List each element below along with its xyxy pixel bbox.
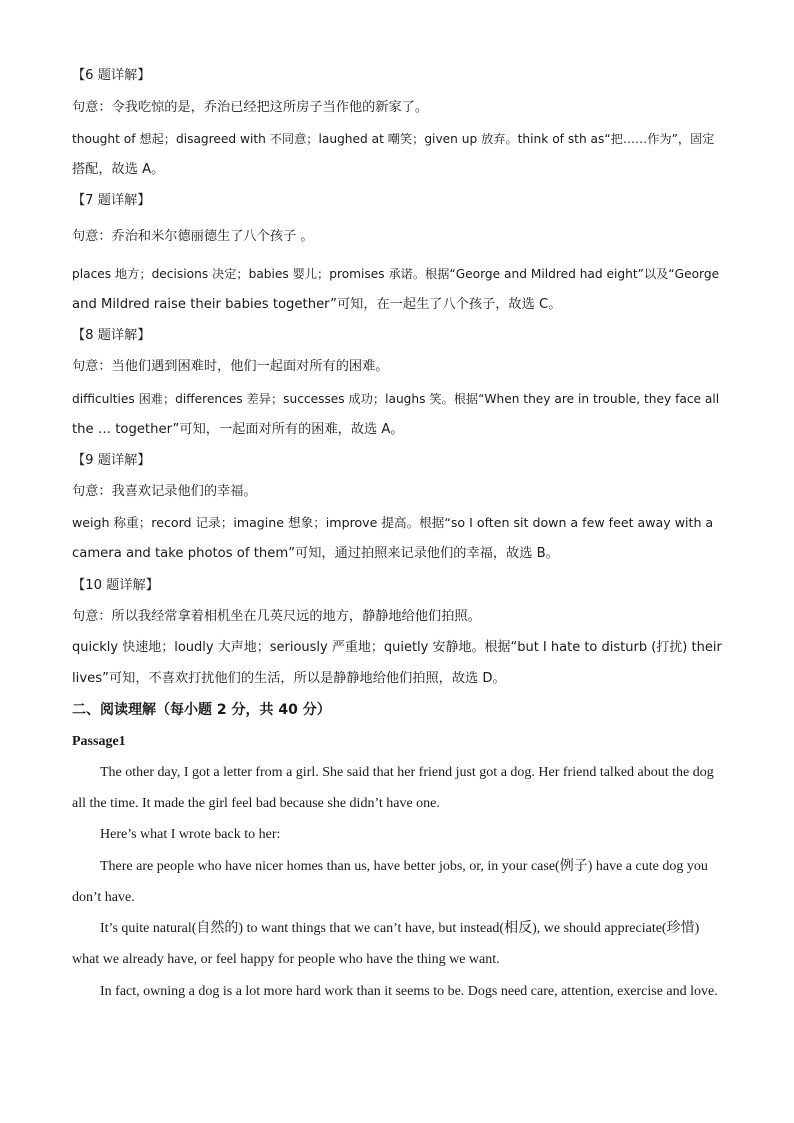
q7-explanation-line-1: places 地方；decisions 决定；babies 婴儿；promises 承诺。根据“George and Mildred had eight”以及“George xyxy=(72,267,720,281)
q10-meaning: 句意：所以我经常拿着相机坐在几英尺远的地方，静静地给他们拍照。 xyxy=(72,609,481,624)
q9-explanation-line-2: camera and take photos of them”可知，通过拍照来记录他们的幸福，故选 B。 xyxy=(72,546,559,561)
q6-meaning: 句意：令我吃惊的是，乔治已经把这所房子当作他的新家了。 xyxy=(72,100,429,115)
section-heading: 二、阅读理解（每小题 2 分，共 40 分） xyxy=(72,702,331,718)
q8-explanation-line-2: the … together”可知，一起面对所有的困难，故选 A。 xyxy=(72,422,404,437)
passage-paragraph-5: In fact, owning a dog is a lot more hard work than it seems to be. Dogs need care, attention, exercise and love. xyxy=(100,984,718,999)
q10-explanation-line-2: lives”可知，不喜欢打扰他们的生活，所以是静静地给他们拍照，故选 D。 xyxy=(72,671,506,686)
passage-title: Passage1 xyxy=(72,734,126,749)
q9-explanation-line-1: weigh 称重；record 记录；imagine 想象；improve 提高。根据“so I often sit down a few feet away with a xyxy=(72,515,714,530)
q7-explanation-line-2: and Mildred raise their babies together”可知，在一起生了八个孩子，故选 C。 xyxy=(72,297,562,312)
q10-explanation-line-1: quickly 快速地；loudly 大声地；seriously 严重地；quietly 安静地。根据“but I hate to disturb (打扰) their xyxy=(72,640,722,655)
q9-heading: 【9 题详解】 xyxy=(72,453,151,468)
q7-meaning: 句意：乔治和米尔德丽德生了八个孩子 。 xyxy=(72,229,314,244)
passage-paragraph-1-line-2: all the time. It made the girl feel bad because she didn’t have one. xyxy=(72,796,440,811)
passage-paragraph-4-line-1: It’s quite natural(自然的) to want things that we can’t have, but instead(相反), we should appreciate(珍惜) xyxy=(100,921,700,936)
q7-heading: 【7 题详解】 xyxy=(72,193,151,208)
passage-paragraph-2: Here’s what I wrote back to her: xyxy=(100,827,281,842)
q8-heading: 【8 题详解】 xyxy=(72,328,151,343)
passage-paragraph-1-line-1: The other day, I got a letter from a girl. She said that her friend just got a dog. Her friend talked about the dog xyxy=(100,765,714,780)
q6-explanation-line-1: thought of 想起；disagreed with 不同意；laughed at 嘲笑；given up 放弃。think of sth as“把……作为”，固定 xyxy=(72,132,715,146)
q6-heading: 【6 题详解】 xyxy=(72,68,151,83)
q8-explanation-line-1: difficulties 困难；differences 差异；successes 成功；laughs 笑。根据“When they are in trouble, they face all xyxy=(72,392,720,406)
passage-paragraph-4-line-2: what we already have, or feel happy for people who have the thing we want. xyxy=(72,952,500,967)
passage-paragraph-3-line-2: don’t have. xyxy=(72,890,135,905)
q8-meaning: 句意：当他们遇到困难时，他们一起面对所有的困难。 xyxy=(72,359,389,374)
q6-explanation-line-2: 搭配，故选 A。 xyxy=(72,162,165,177)
q10-heading: 【10 题详解】 xyxy=(72,578,159,593)
passage-paragraph-3-line-1: There are people who have nicer homes than us, have better jobs, or, in your case(例子) have a cute dog you xyxy=(100,859,708,874)
q9-meaning: 句意：我喜欢记录他们的幸福。 xyxy=(72,484,257,499)
